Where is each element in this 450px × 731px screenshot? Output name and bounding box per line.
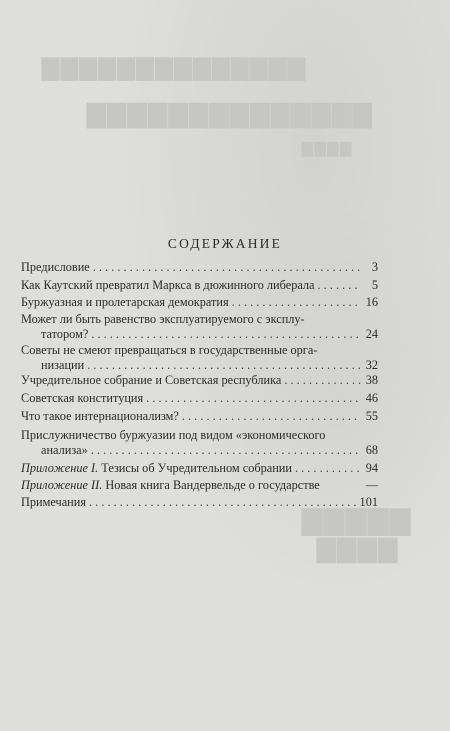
leader-dots — [232, 295, 361, 310]
leader-dots — [146, 391, 361, 406]
leader-dots — [318, 278, 362, 293]
toc-entry[interactable] — [21, 343, 378, 373]
toc-heading: СОДЕРЖАНИЕ — [167, 236, 283, 251]
toc-entry-title-cont: низации — [41, 358, 85, 372]
toc-page-number: 3 — [371, 260, 378, 274]
toc-entry-title: Советская конституция — [21, 391, 144, 405]
toc-entry-title: Тезисы об Учредительном собрании — [98, 461, 292, 475]
toc-page-number: 101 — [359, 495, 378, 509]
leader-dots — [284, 373, 361, 388]
toc-entry-title: Может ли быть равенство эксплуатируемого с эксплу- — [21, 312, 305, 326]
toc-entry[interactable] — [21, 461, 378, 476]
toc-entry[interactable] — [21, 495, 378, 510]
toc-page-number: 94 — [365, 461, 378, 475]
leader-dots — [93, 260, 361, 275]
toc-page-number: 16 — [365, 295, 378, 309]
toc-page-number: 46 — [365, 391, 378, 405]
toc-entry[interactable] — [21, 312, 378, 342]
leader-dots — [91, 327, 361, 342]
toc-entry-title: Предисловие — [21, 260, 90, 274]
bleed-through-text: ▇▇▇▇ — [300, 140, 352, 156]
toc-entry[interactable] — [21, 428, 378, 458]
toc-entry-title: Советы не смеют превращаться в государственные орга- — [21, 343, 318, 357]
bleed-through-text: ▇▇▇▇▇▇▇▇▇▇▇▇▇▇ — [85, 101, 372, 128]
toc-entry-title: Примечания — [21, 495, 87, 509]
toc-entry-title-cont: татором? — [41, 327, 89, 341]
toc-entry-title-cont: анализа» — [41, 443, 88, 457]
appendix-label: Приложение II. — [21, 478, 103, 492]
toc-entry-title: Как Каутский превратил Маркса в дюжинного либерала — [21, 278, 315, 292]
leader-dots — [89, 495, 357, 510]
toc-page-number: 55 — [365, 409, 378, 423]
appendix-label: Приложение I. — [21, 461, 99, 475]
toc-page-number: 38 — [365, 373, 378, 387]
toc-entry-title: Учредительное собрание и Советская республика — [21, 373, 282, 387]
toc-page-number: 24 — [365, 327, 378, 341]
toc-page-number: 68 — [365, 443, 378, 457]
bleed-through-text: ▇▇▇▇▇▇▇▇▇▇▇▇▇▇ — [40, 55, 305, 80]
leader-dots — [295, 461, 361, 476]
toc-entry[interactable] — [21, 295, 378, 310]
toc-entry[interactable] — [21, 373, 378, 388]
toc-page-number: 5 — [371, 278, 378, 292]
toc-entry-title: Что такое интернационализм? — [21, 409, 179, 423]
toc-entry[interactable] — [21, 409, 378, 424]
toc-entry-title: Прислужничество буржуазии под видом «экономического — [21, 428, 326, 442]
toc-entry-title: Буржуазная и пролетарская демократия — [21, 295, 229, 309]
toc-page-number: — — [365, 478, 378, 492]
toc-page-number: 32 — [365, 358, 378, 372]
toc-entry[interactable] — [21, 260, 378, 275]
leader-dots — [182, 409, 361, 424]
toc-entry[interactable] — [21, 391, 378, 406]
toc-entry-title: Новая книга Вандервельде о государстве — [102, 478, 320, 492]
leader-dots — [91, 443, 361, 458]
bleed-through-text: ▇▇▇▇ — [315, 536, 397, 563]
toc-entry[interactable] — [21, 278, 378, 293]
leader-dots — [87, 358, 361, 373]
bleed-through-text: ▇▇▇▇▇ — [300, 505, 410, 535]
toc-entry[interactable] — [21, 478, 378, 493]
